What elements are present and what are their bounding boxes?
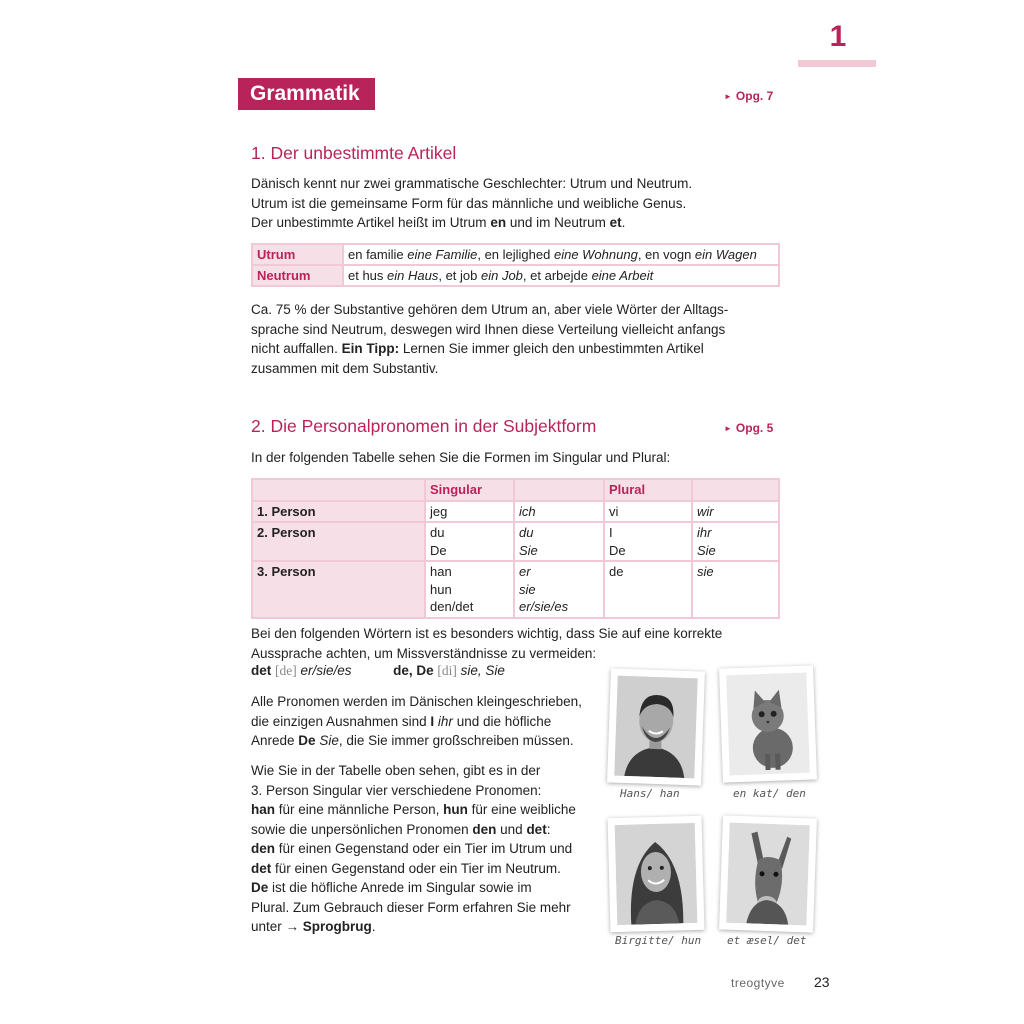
text: , en lejlighed [477,247,554,262]
caption-man: Hans/ han [620,787,680,800]
cat-image [726,673,809,776]
cell-line: du [519,525,534,540]
cell-line: sie [519,581,536,597]
header-empty [252,479,425,501]
person-label: 2. Person [252,522,425,561]
caption-donkey: et æsel/ det [727,934,807,947]
article-et: et [609,215,622,230]
table-row [252,522,779,561]
text: ist die höfliche Anrede im Singular sowie im [268,880,532,895]
pronunciation-examples [251,663,505,679]
header-plural: Plural [604,479,692,501]
pronoun: I [430,713,435,729]
text: für einen Gegenstand oder ein Tier im Utrum und [275,841,573,856]
cell-line: De [609,542,626,558]
text: , die Sie immer großschreiben müssen. [338,733,574,748]
translation: sie, Sie [460,663,505,678]
cell [604,522,692,561]
cell-line: jeg [430,503,448,519]
cell-line: hun [430,581,452,597]
pronunciation-note [251,624,722,663]
section-1-intro [251,174,692,233]
cell [425,561,514,618]
text: für einen Gegenstand oder ein Tier im Neutrum. [271,860,561,876]
cell [692,501,779,523]
intro-line: Dänisch kennt nur zwei grammatische Geschlechter: Utrum und Neutrum. [251,176,693,191]
section-2-title: 2. Die Personalpronomen in der Subjektform [251,416,597,436]
phonetic: [de] [275,663,297,678]
exercise-ref-label: Opg. 7 [735,89,774,103]
row-label: Utrum [252,244,343,265]
text-line [251,917,576,937]
cell-line: vi [609,503,619,519]
triangle-icon: ► [724,92,732,101]
cell-line: den/det [430,599,474,614]
text-line [251,820,576,840]
section-1-title: 1. Der unbestimmte Artikel [251,143,457,163]
chapter-number: 1 [829,20,847,53]
man-portrait-image [614,676,697,779]
article-en: en [490,215,507,230]
text: , en vogn [637,247,695,262]
caption-cat: en kat/ den [733,787,806,800]
text: en familie [348,247,408,262]
row-label: Neutrum [252,265,343,286]
triangle-icon: ► [724,424,732,433]
translation: ein Haus [387,268,439,283]
cell-line: Sie [697,542,716,558]
text-line: 3. Person Singular vier verschiedene Pronomen: [251,782,542,798]
capitalization-paragraph [251,692,582,751]
table-row [252,244,779,265]
cell [514,561,604,618]
text-line: sprache sind Neutrum, deswegen wird Ihnen diese Verteilung vielleicht anfangs [251,321,726,337]
intro-line: Utrum ist die gemeinsame Form für das männliche und weibliche Genus. [251,195,687,211]
pronoun: den [472,821,497,837]
cell-line: du [430,525,445,540]
section-1-paragraph [251,300,728,378]
photo-man [607,668,705,785]
chapter-bar [798,60,876,67]
exercise-ref-opg5[interactable] [724,421,773,435]
pronoun-table [251,478,780,619]
text-line [251,859,576,879]
cell-line: han [430,564,452,579]
cell-line: De [430,542,447,558]
cell-line: de [609,564,624,579]
text-line: Alle Pronomen werden im Dänischen kleingeschrieben, [251,694,582,709]
translation: ein Wagen [694,247,757,262]
text: . [371,919,376,934]
cell-line: Sie [519,542,538,558]
pronoun: det [251,860,272,876]
table-row [252,501,779,523]
text: Lernen Sie immer gleich den unbestimmten Artikel [399,341,704,356]
translation: eine Familie [407,247,478,262]
pronoun-de: de, De [393,663,434,678]
pronoun: den [251,841,276,856]
text: und die höfliche [452,713,552,729]
text: Der unbestimmte Artikel heißt im Utrum [251,215,491,230]
exercise-ref-opg7[interactable] [724,89,773,103]
pronoun-det: det [251,663,272,678]
cell [425,501,514,523]
cell-line: er [519,564,531,579]
cell-line: er/sie/es [519,599,569,614]
pronoun: han [251,802,276,817]
cell-line: I [609,525,613,540]
text: : [546,821,551,837]
page-number: 23 [814,974,830,990]
translation: ein Job [480,268,523,283]
person-label: 1. Person [252,501,425,523]
text: , et arbejde [522,268,592,283]
third-person-paragraph [251,761,576,937]
tip-label: Ein Tipp: [341,341,400,356]
page-number-word: treogtyve [731,976,785,990]
cell [425,522,514,561]
translation: Sie [319,733,339,748]
text-line: Plural. Zum Gebrauch dieser Form erfahren Sie mehr [251,899,571,915]
row-examples [343,244,779,265]
cell-line: wir [697,503,714,519]
cell-line: ihr [697,525,712,540]
cell-line: sie [697,564,714,579]
photo-cat [719,665,817,782]
arrow-right-icon: → [285,919,300,934]
intro-line [251,213,692,233]
text: für eine männliche Person, [275,802,444,817]
cell [604,501,692,523]
cell [604,561,692,618]
pronoun: det [526,821,547,837]
pronoun: hun [443,802,468,817]
text-line: zusammen mit dem Substantiv. [251,360,439,376]
cell [692,561,779,618]
text-line: Bei den folgenden Wörtern ist es besonders wichtig, dass Sie auf eine korrekte [251,626,723,641]
text-line [251,800,576,820]
cell-line: ich [519,503,536,519]
header-empty [514,479,604,501]
section-badge: Grammatik [238,78,375,110]
text: sowie die unpersönlichen Pronomen [251,821,473,837]
header-empty [692,479,779,501]
text: die einzigen Ausnahmen sind [251,713,431,729]
photo-woman [608,816,705,932]
person-label: 3. Person [252,561,425,618]
donkey-image [726,823,809,926]
text: nicht auffallen. [251,341,342,356]
caption-woman: Birgitte/ hun [615,934,702,947]
section-2-intro: In der folgenden Tabelle sehen Sie die Formen im Singular und Plural: [251,450,671,465]
cell [692,522,779,561]
woman-portrait-image [615,823,698,925]
table-header-row [252,479,779,501]
translation: eine Arbeit [591,268,654,283]
translation: eine Wohnung [553,247,638,262]
text-line: Aussprache achten, um Missverständnisse zu vermeiden: [251,645,597,661]
translation: ihr [437,713,453,729]
text-line [251,878,576,898]
table-row [252,265,779,286]
cell [514,501,604,523]
text-line [251,731,582,751]
text-line: Ca. 75 % der Substantive gehören dem Utrum an, aber viele Wörter der Alltags- [251,302,729,317]
exercise-ref-label: Opg. 5 [735,421,774,435]
photo-donkey [719,815,817,932]
pronoun: De [251,880,269,895]
text-line [251,712,582,732]
text: , et job [438,268,481,283]
text-line: Wie Sie in der Tabelle oben sehen, gibt es in der [251,763,541,778]
text: . [621,215,626,230]
row-examples [343,265,779,286]
text: und [496,821,527,837]
phonetic: [di] [437,663,457,678]
text-line [251,339,728,359]
text: für eine weibliche [467,802,576,817]
article-table [251,243,780,287]
text: unter [251,919,286,934]
cross-reference-link[interactable]: Sprogbrug [302,919,372,934]
table-row [252,561,779,618]
translation: er/sie/es [300,663,352,678]
text: et hus [348,268,388,283]
text-line [251,839,576,859]
cell [514,522,604,561]
text: und im Neutrum [506,215,610,230]
header-singular: Singular [425,479,514,501]
pronoun: De [298,733,316,748]
text: Anrede [251,733,299,748]
